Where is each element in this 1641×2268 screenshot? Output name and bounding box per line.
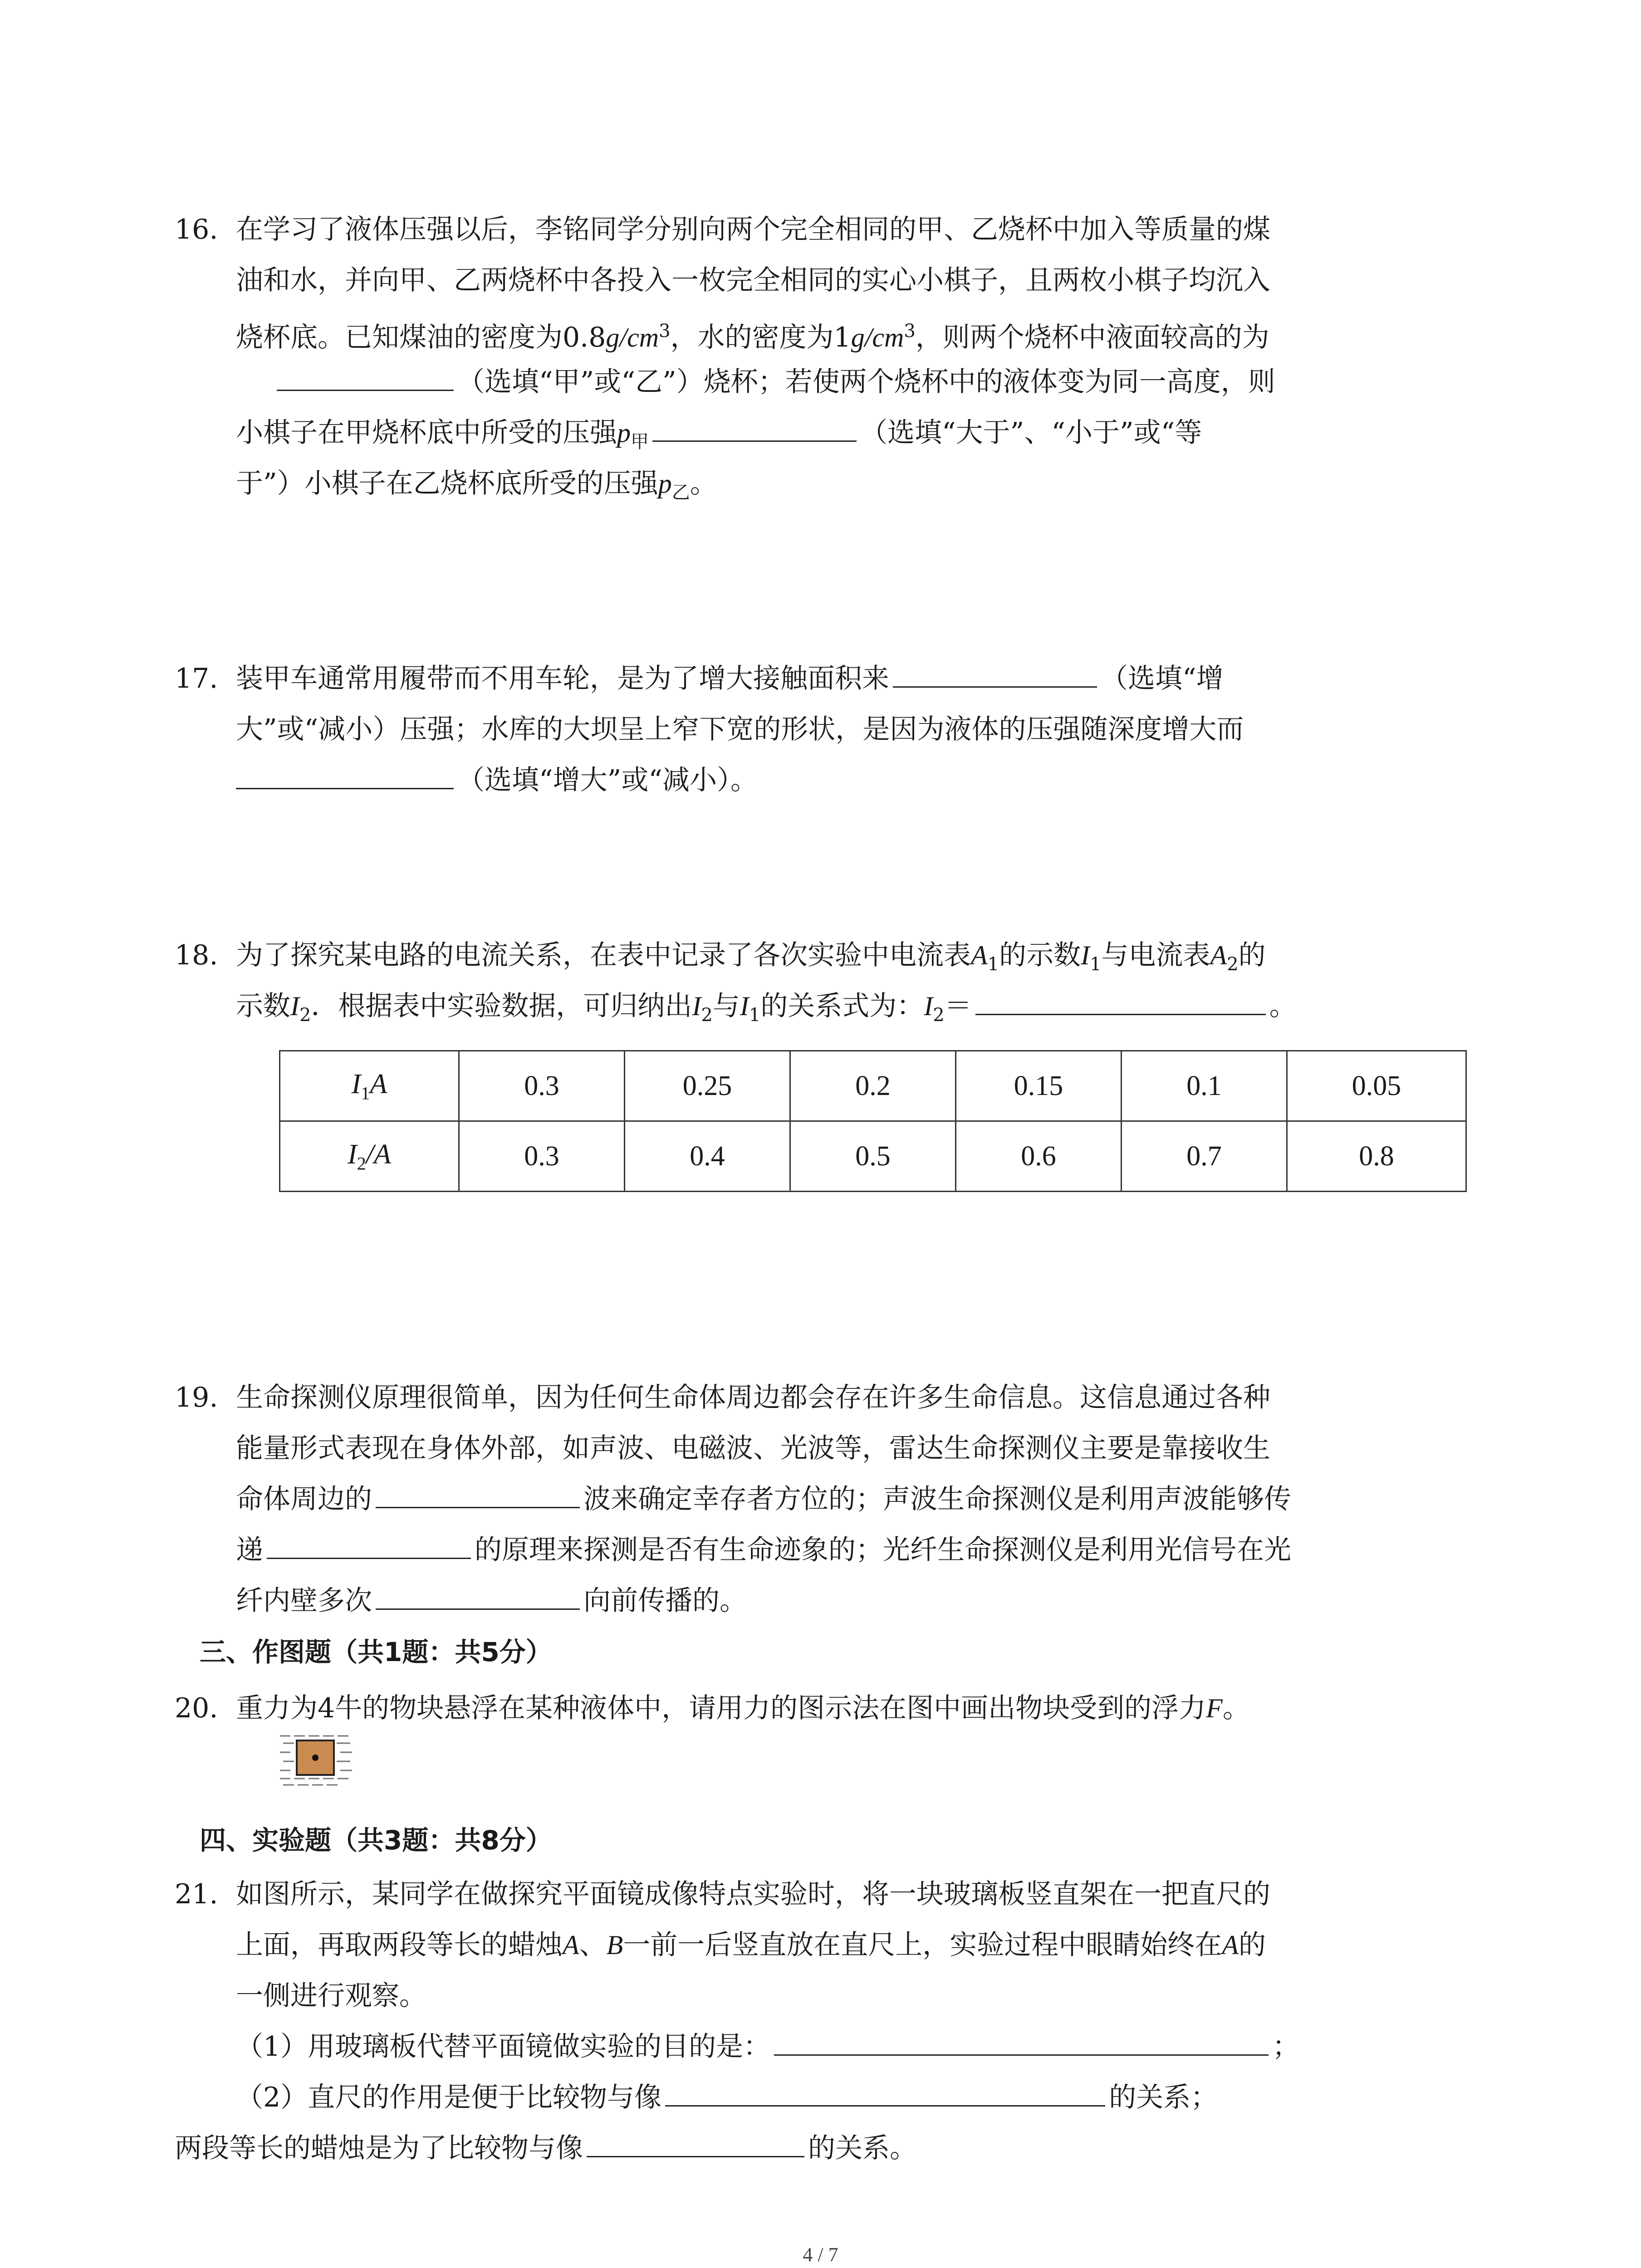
question-number: 20.	[175, 1692, 218, 1724]
table-cell: 0.15	[956, 1051, 1122, 1121]
question-text: 、	[579, 1929, 607, 1961]
question-text: 。	[690, 468, 717, 499]
question-text: 与	[712, 990, 740, 1022]
answer-blank[interactable]	[665, 2075, 1105, 2107]
question-text: 上面，再取两段等长的蜡烛	[236, 1929, 563, 1961]
question-text: 的原理来探测是否有生命迹象的；光纤生命探测仪是利用光信号在光	[475, 1534, 1291, 1566]
question-text: 的	[1238, 939, 1266, 971]
question-text: 为了探究某电路的电流关系，在表中记录了各次实验中电流表	[236, 939, 971, 971]
variable: A	[563, 1930, 579, 1960]
question-text: 的关系。	[808, 2132, 917, 2164]
question-text: 大”或“减小）压强；水库的大坝呈上窄下宽的形状，是因为液体的压强随深度增大而	[236, 714, 1244, 745]
answer-blank[interactable]	[376, 1579, 580, 1610]
subscript: 1	[987, 954, 999, 975]
question-text: ，水的密度为1	[670, 322, 851, 353]
question-text: 命体周边的	[236, 1483, 372, 1515]
question-text: 小棋子在甲烧杯底中所受的压强	[236, 417, 617, 449]
question-text: 的关系式为：	[760, 990, 924, 1022]
question-text: 纤内壁多次	[236, 1585, 372, 1617]
variable: I	[290, 991, 299, 1021]
question-20	[175, 1683, 1434, 1734]
answer-blank[interactable]	[652, 411, 857, 442]
question-17	[175, 653, 1434, 806]
data-table	[279, 1050, 1467, 1192]
unit: g/cm	[851, 323, 904, 352]
subscript: 甲	[631, 431, 649, 452]
answer-blank[interactable]	[893, 656, 1097, 688]
variable: p	[617, 418, 631, 448]
section-heading-drawing: 三、作图题（共1题：共5分）	[200, 1637, 552, 1667]
question-text: 在学习了液体压强以后，李铭同学分别向两个完全相同的甲、乙烧杯中加入等质量的煤	[236, 214, 1270, 245]
unit: g/cm	[606, 323, 659, 352]
question-16	[175, 204, 1434, 509]
answer-blank[interactable]	[975, 984, 1266, 1015]
question-text: 的	[1238, 1929, 1266, 1961]
question-text: （选填“甲”或“乙”）烧杯；若使两个烧杯中的液体变为同一高度，则	[457, 366, 1275, 398]
question-text: 向前传播的。	[583, 1585, 747, 1617]
answer-blank[interactable]	[277, 360, 454, 391]
question-text: ；	[1272, 2031, 1300, 2063]
question-21	[175, 1869, 1434, 2174]
question-number: 21.	[175, 1878, 218, 1910]
question-text: 油和水，并向甲、乙两烧杯中各投入一枚完全相同的实心小棋子，且两枚小棋子均沉入	[236, 264, 1270, 296]
variable: I	[1081, 940, 1090, 970]
variable: A	[971, 940, 988, 970]
table-cell: 0.2	[790, 1051, 956, 1121]
table-cell: 0.25	[625, 1051, 790, 1121]
table-cell: 0.7	[1122, 1121, 1287, 1192]
center-point	[312, 1755, 318, 1761]
subscript: 2	[701, 1005, 713, 1026]
sub-question-text: （2）直尺的作用是便于比较物与像	[236, 2082, 662, 2113]
question-number: 19.	[175, 1382, 218, 1413]
question-18	[175, 930, 1434, 1031]
superscript: 3	[904, 321, 916, 342]
question-text: 一前一后竖直放在直尺上，实验过程中眼睛始终在	[623, 1929, 1222, 1961]
question-text: 。	[1269, 990, 1297, 1022]
question-text: 波来确定幸存者方位的；声波生命探测仪是利用声波能够传	[583, 1483, 1291, 1515]
page-number: 4 / 7	[803, 2244, 838, 2266]
table-row	[280, 1121, 1466, 1192]
table-cell: 0.5	[790, 1121, 956, 1192]
answer-blank[interactable]	[267, 1528, 471, 1559]
variable: I	[692, 991, 701, 1021]
row-header: $I_1A$	[280, 1051, 459, 1121]
floating-block-figure[interactable]	[278, 1730, 355, 1787]
variable: B	[606, 1930, 623, 1960]
table-cell: 0.8	[1287, 1121, 1466, 1192]
variable: F	[1206, 1693, 1223, 1723]
subscript: 1	[749, 1005, 761, 1026]
question-text: （选填“增	[1101, 663, 1224, 694]
question-text: 。	[1222, 1692, 1250, 1724]
question-text: 的关系；	[1109, 2082, 1218, 2113]
table-cell: 0.4	[625, 1121, 790, 1192]
question-number: 17.	[175, 663, 218, 694]
answer-blank[interactable]	[376, 1477, 580, 1508]
subscript: 2	[299, 1005, 311, 1026]
question-text: 烧杯底。已知煤油的密度为0.8	[236, 322, 606, 353]
question-number: 18.	[175, 939, 218, 971]
question-text: （选填“增大”或“减小）。	[457, 764, 758, 796]
variable: I	[740, 991, 749, 1021]
question-text: 于”）小棋子在乙烧杯底所受的压强	[236, 468, 658, 499]
question-text: 生命探测仪原理很简单，因为任何生命体周边都会存在许多生命信息。这信息通过各种	[236, 1382, 1270, 1413]
table-cell: 0.3	[459, 1051, 625, 1121]
question-text: 重力为4牛的物块悬浮在某种液体中，请用力的图示法在图中画出物块受到的浮力	[236, 1692, 1206, 1724]
subscript: 2	[1227, 954, 1239, 975]
question-text: ＝	[944, 990, 972, 1022]
question-text: 递	[236, 1534, 263, 1566]
variable: p	[658, 469, 672, 499]
question-text: ，则两个烧杯中液面较高的为	[915, 322, 1269, 353]
question-19	[175, 1372, 1434, 1626]
table-cell: 0.6	[956, 1121, 1122, 1192]
question-text: 与电流表	[1101, 939, 1210, 971]
question-text: 示数	[236, 990, 290, 1022]
subscript: 1	[1090, 954, 1102, 975]
question-text: 如图所示，某同学在做探究平面镜成像特点实验时，将一块玻璃板竖直架在一把直尺的	[236, 1878, 1270, 1910]
answer-blank[interactable]	[774, 2024, 1269, 2056]
table-cell: 0.3	[459, 1121, 625, 1192]
question-text: 能量形式表现在身体外部，如声波、电磁波、光波等，雷达生命探测仪主要是靠接收生	[236, 1432, 1270, 1464]
subscript: 乙	[671, 482, 690, 503]
section-heading-experiment: 四、实验题（共3题：共8分）	[200, 1825, 552, 1856]
variable: I	[924, 991, 933, 1021]
variable: A	[1222, 1930, 1239, 1960]
table-row	[280, 1051, 1466, 1121]
subscript: 2	[933, 1005, 945, 1026]
table-cell: 0.05	[1287, 1051, 1466, 1121]
table-cell: 0.1	[1122, 1051, 1287, 1121]
question-text: 一侧进行观察。	[236, 1980, 426, 2012]
answer-blank[interactable]	[236, 758, 454, 789]
answer-blank[interactable]	[587, 2126, 804, 2157]
question-text: （选填“大于”、“小于”或“等	[860, 417, 1202, 449]
question-text: 的示数	[999, 939, 1081, 971]
question-text: ．根据表中实验数据，可归纳出	[311, 990, 692, 1022]
sub-question-text: 两段等长的蜡烛是为了比较物与像	[175, 2132, 583, 2164]
row-header: $I_2/A$	[280, 1121, 459, 1192]
variable: A	[1210, 940, 1227, 970]
superscript: 3	[659, 321, 671, 342]
question-text: 装甲车通常用履带而不用车轮，是为了增大接触面积来	[236, 663, 889, 694]
sub-question-text: （1）用玻璃板代替平面镜做实验的目的是：	[236, 2031, 771, 2063]
question-number: 16.	[175, 214, 218, 245]
